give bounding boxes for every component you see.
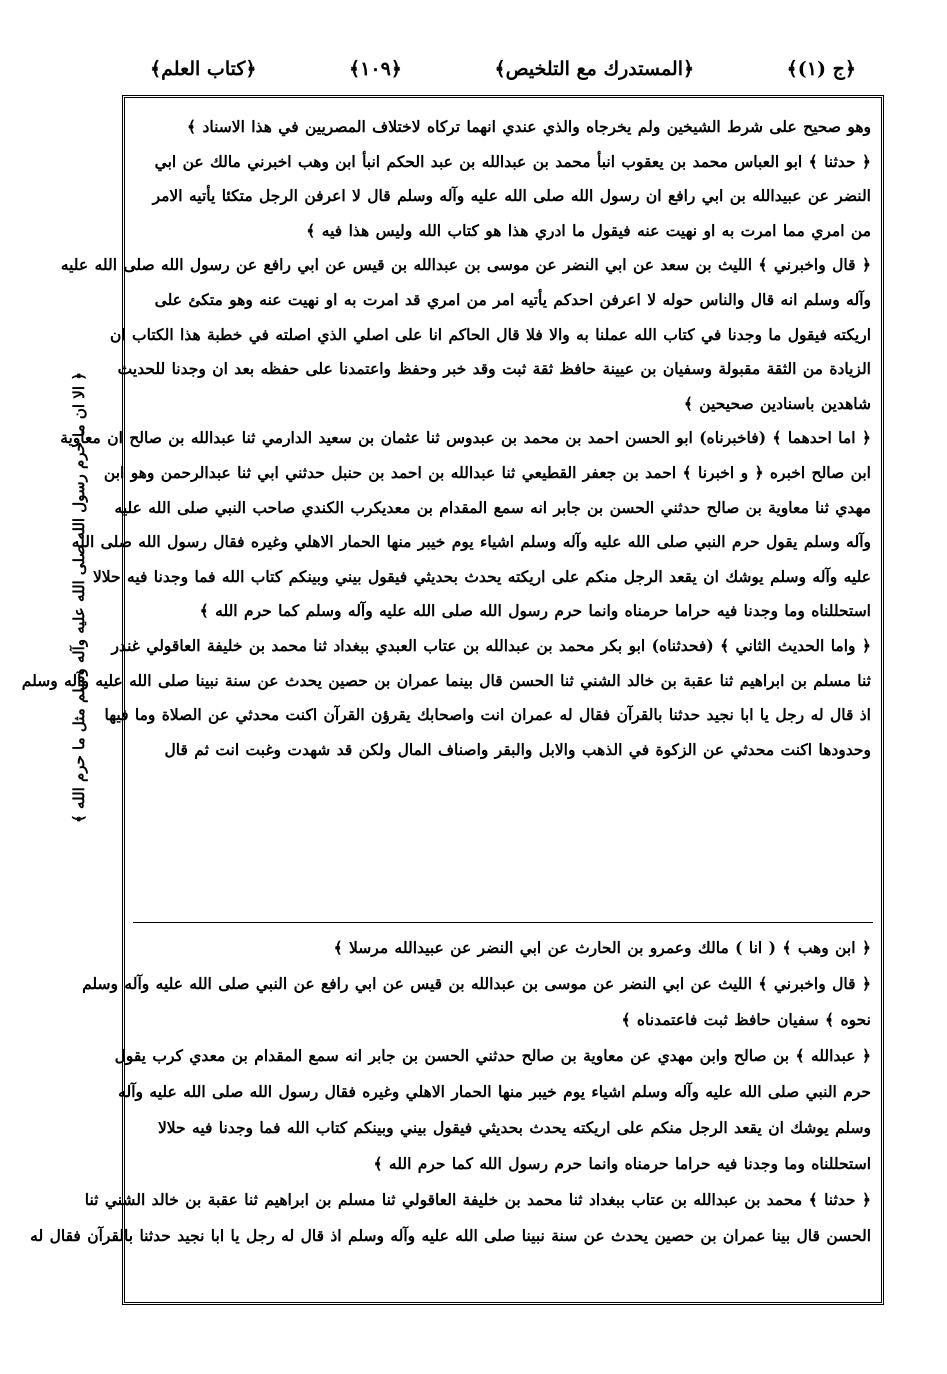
chapter-title: ﴿كتاب العلم﴾	[150, 58, 257, 80]
summary-notes	[30, 930, 871, 1300]
text-line: عليه وآله وسلم يوشك ان يقعد الرجل منكم على اريكته يحدث بحديثي فيقول بيني وبينكم كتاب الله فما وجدنا فيه حلالا	[92, 566, 871, 586]
volume-label: ﴿ج (١)﴾	[786, 58, 856, 80]
note-line: حرم النبي صلى الله عليه وآله وسلم اشياء يوم خيبر منها الحمار الاهلي وغيره فقال رسول الله صلى الله عليه وآله	[118, 1082, 871, 1101]
text-line: النضر عن عبيدالله بن ابي رافع ان رسول الله صلى الله عليه وآله وسلم قال لا اعرفن الرجل متكئا يأتيه الامر	[152, 186, 871, 206]
book-title: ﴿المستدرك مع التلخيص﴾	[494, 58, 695, 80]
page-number: ﴿١٠٩﴾	[349, 58, 402, 80]
text-line: ﴿ قال واخبرني ﴾ الليث بن سعد عن ابي النضر عن موسى بن عبدالله بن قيس عن ابي رافع عن رسول الله صلى الله عليه	[60, 255, 871, 275]
text-line: ﴿ اما احدهما ﴾ (فاخبرناه) ابو الحسن احمد بن محمد بن عبدوس ثنا عثمان بن سعيد الدارمي ثنا عبدالله بن صالح ان معاوية	[60, 428, 871, 448]
text-line: وآله وسلم انه قال والناس حوله لا اعرفن احدكم يأتيه امر من امري قد امرت به او نهيت عنه وهو متكئ على	[154, 289, 871, 309]
margin-note: ﴿ الا ان ما حرم رسول الله صلى الله عليه وآله وسلم مثل ما حرم الله ﴾	[70, 372, 88, 824]
text-line: مهدي ثنا معاوية بن صالح حدثني الحسن بن جابر انه سمع المقدام بن معديكرب الكندي صاحب النبي صلى الله عليه	[114, 497, 871, 517]
text-line: وآله وسلم يقول حرم النبي صلى الله عليه وآله وسلم اشياء يوم خيبر منها الحمار الاهلي وغيره فقال رسول الله صلى الله	[71, 532, 871, 552]
footnote-divider	[133, 922, 873, 923]
page-header	[150, 52, 856, 86]
text-line: ابن صالح اخبره ﴿ و اخبرنا ﴾ احمد بن جعفر القطيعي ثنا عبدالله بن احمد بن حنبل حدثني ابي ثنا عبدالرحمن وهو ابن	[103, 462, 871, 482]
text-line: ثنا مسلم بن ابراهيم ثنا عقبة بن خالد الشني ثنا الحسن قال بينما عمران بن حصين يحدث عن سنة نبينا صلى الله عليه وآله وسلم	[21, 670, 871, 690]
text-line: الزيادة من الثقة مقبولة وسفيان بن عيينة حافظ ثقة ثبت وقد خبر وحفظ واعتمدنا على حفظه بعد ان وجدنا للحديث	[117, 359, 871, 379]
note-line: الحسن قال بينا عمران بن حصين يحدث عن سنة نبينا صلى الله عليه وآله وسلم اذ قال له رجل يا ابا نجيد حدثنا بالقرآن فقال له	[30, 1226, 871, 1245]
text-line: وحدودها اكنت محدثي عن الزكوة في الذهب والابل والبقر واصناف المال ولكن قد شهدت وغبت انت ثم قال	[164, 739, 871, 759]
note-line: وسلم يوشك ان يقعد الرجل منكم على اريكته يحدث بحديثي فيقول بيني وبينكم كتاب الله فما وجدنا فيه حلالا	[157, 1118, 871, 1137]
text-line: وهو صحيح على شرط الشيخين ولم يخرجاه والذي عندي انهما تركاه لاختلاف المصريين في هذا الاسناد ﴾	[186, 117, 871, 136]
text-line: ﴿ واما الحديث الثاني ﴾ (فحدثناه) ابو بكر محمد بن عبدالله بن عتاب العبدي ببغداد ثنا محمد بن خليفة العاقولي غندر	[111, 635, 871, 655]
note-line: ﴿ عبدالله ﴾ بن صالح وابن مهدي عن معاوية بن صالح حدثني الحسن بن جابر انه سمع المقدام بن معدي كرب يقول	[114, 1046, 871, 1065]
text-line: اريكته فيقول ما وجدنا في كتاب الله عملنا به والا فلا قال الحاكم انا على اصلي الذي اصلته في خطبة هذا الكتاب ان	[109, 324, 871, 344]
note-line: ﴿ ابن وهب ﴾ ( انا ) مالك وعمرو بن الحارث عن ابي النضر عن عبيدالله مرسلا ﴾	[333, 938, 871, 957]
text-line: استحللناه وما وجدنا فيه حراما حرمناه وانما حرم رسول الله صلى الله عليه وآله وسلم كما حرم الله ﴾	[199, 601, 871, 621]
note-line: نحوه ﴾ سفيان حافظ ثبت فاعتمدناه ﴾	[621, 1010, 871, 1029]
note-line: ﴿ حدثنا ﴾ محمد بن عبدالله بن عتاب ببغداد ثنا محمد بن خليفة العاقولي ثنا مسلم بن ابراهيم ثنا عقبة بن خالد الشني ثنا	[84, 1190, 871, 1209]
text-line: ﴿ حدثنا ﴾ ابو العباس محمد بن يعقوب انبأ محمد بن عبدالله بن عبد الحكم انبأ ابن وهب اخبرني مالك عن ابي	[154, 151, 871, 171]
text-line: اذ قال له رجل يا ابا نجيد حدثنا بالقرآن فقال له عمران انت واصحابك يقرؤن القرآن اكنت محدثي عن الصلاة وما فيها	[104, 705, 871, 725]
text-line: من امري مما امرت به او نهيت عنه فيقول ما ادري هذا هو كتاب الله وليس هذا فيه ﴾	[306, 220, 871, 240]
note-line: استحللناه وما وجدنا فيه حراما حرمناه وانما حرم رسول الله كما حرم الله ﴾	[373, 1154, 871, 1173]
text-line: شاهدين باسنادين صحيحين ﴾	[683, 393, 871, 413]
note-line: ﴿ قال واخبرني ﴾ الليث عن ابي النضر عن موسى بن عبدالله بن قيس عن ابي رافع عن النبي صلى الله عليه وآله وسلم	[82, 974, 871, 993]
